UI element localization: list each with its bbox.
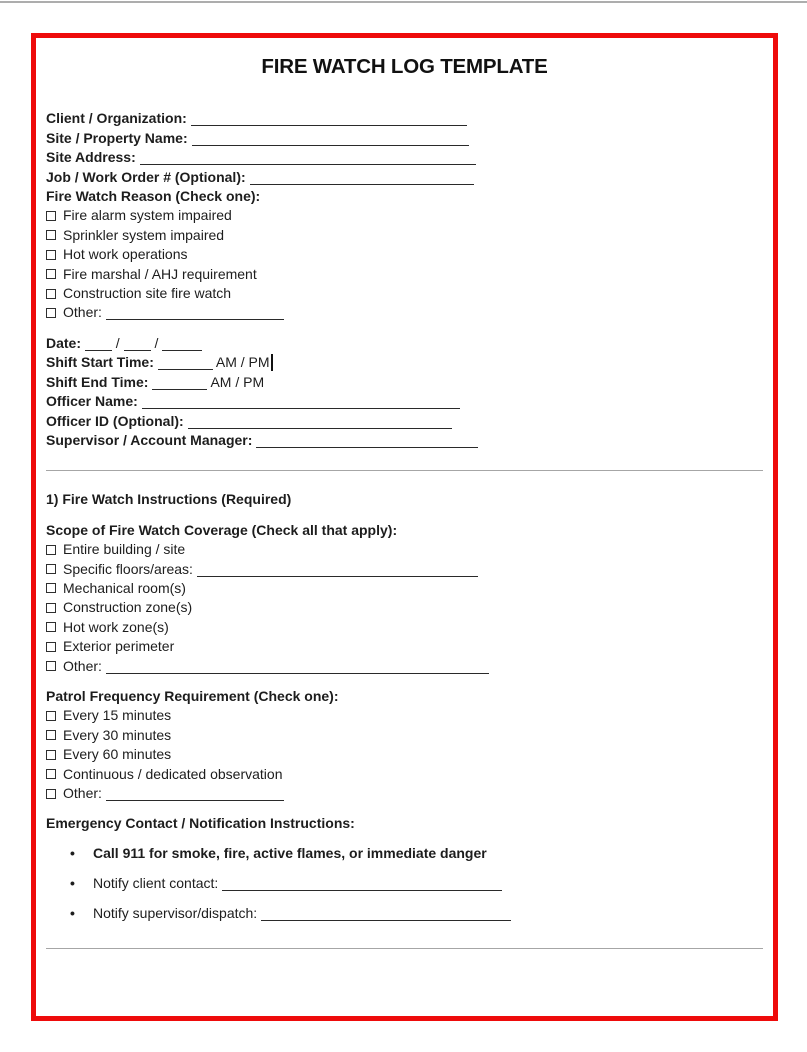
client-contact-blank[interactable]: [222, 879, 502, 891]
reason-option-label: Construction site fire watch: [63, 285, 232, 302]
officer-id-blank[interactable]: [188, 417, 452, 429]
viewer-page-edge: [0, 1, 807, 3]
officer-id-label: Officer ID (Optional):: [46, 412, 184, 429]
checkbox-mechanical-rooms[interactable]: [46, 583, 56, 593]
shift-end-ampm: AM / PM: [210, 373, 265, 390]
patrol-heading: Patrol Frequency Requirement (Check one):: [46, 687, 339, 704]
patrol-option-row: [46, 706, 763, 725]
text-cursor: [271, 354, 273, 371]
patrol-option-row: [46, 765, 763, 784]
reason-option-row: [46, 245, 763, 264]
fire-watch-log-page: [31, 33, 778, 1021]
reason-option-row: [46, 226, 763, 245]
date-day-blank[interactable]: [124, 339, 151, 351]
date-label: Date:: [46, 334, 82, 351]
reason-option-label: Fire alarm system impaired: [63, 207, 232, 224]
patrol-option-label: Every 30 minutes: [63, 726, 172, 743]
scope-option-label: Other:: [63, 657, 102, 674]
checkbox-entire-building[interactable]: [46, 545, 56, 555]
reason-option-row: [46, 303, 763, 322]
date-separator: /: [115, 334, 120, 351]
field-row-site-name: [46, 129, 763, 148]
reason-option-row: [46, 265, 763, 284]
bullet-icon: •: [70, 905, 75, 922]
job-label: Job / Work Order # (Optional):: [46, 168, 246, 185]
officer-name-blank[interactable]: [142, 397, 460, 409]
patrol-option-row: [46, 784, 763, 803]
bullet-text: Notify client contact:: [93, 875, 219, 892]
reason-option-label: Other:: [63, 304, 102, 321]
checkbox-hot-work-operations[interactable]: [46, 250, 56, 260]
bullet-text: Notify supervisor/dispatch:: [93, 905, 258, 922]
page-content: [36, 38, 773, 949]
field-row-client: [46, 109, 763, 128]
scope-heading: Scope of Fire Watch Coverage (Check all that apply):: [46, 521, 398, 538]
section1-heading: 1) Fire Watch Instructions (Required): [46, 491, 292, 508]
checkbox-construction-zones[interactable]: [46, 603, 56, 613]
scope-option-row: [46, 540, 763, 559]
section-divider: [46, 948, 763, 949]
reason-heading: Fire Watch Reason (Check one):: [46, 188, 261, 205]
reason-other-blank[interactable]: [106, 308, 284, 320]
checkbox-sprinkler-impaired[interactable]: [46, 230, 56, 240]
reason-option-label: Hot work operations: [63, 246, 188, 263]
patrol-other-blank[interactable]: [106, 789, 284, 801]
reason-option-row: [46, 284, 763, 303]
supervisor-label: Supervisor / Account Manager:: [46, 431, 253, 448]
scope-option-label: Construction zone(s): [63, 599, 193, 616]
reason-option-row: [46, 206, 763, 225]
shift-end-label: Shift End Time:: [46, 373, 149, 390]
checkbox-specific-floors[interactable]: [46, 564, 56, 574]
date-row: [46, 334, 763, 353]
section-divider: [46, 470, 763, 471]
scope-option-label: Exterior perimeter: [63, 638, 175, 655]
checkbox-every-30[interactable]: [46, 730, 56, 740]
patrol-option-row: [46, 726, 763, 745]
shift-start-blank[interactable]: [158, 358, 213, 370]
supervisor-dispatch-blank[interactable]: [261, 909, 511, 921]
checkbox-every-60[interactable]: [46, 750, 56, 760]
field-row-job: [46, 168, 763, 187]
scope-option-row: [46, 598, 763, 617]
scope-option-row: [46, 637, 763, 656]
checkbox-fire-marshal-ahj[interactable]: [46, 269, 56, 279]
client-label: Client / Organization:: [46, 110, 187, 127]
scope-option-label: Specific floors/areas:: [63, 560, 193, 577]
scope-option-row: [46, 560, 763, 579]
checkbox-reason-other[interactable]: [46, 308, 56, 318]
shift-end-blank[interactable]: [152, 378, 207, 390]
patrol-option-label: Every 60 minutes: [63, 746, 172, 763]
shift-start-label: Shift Start Time:: [46, 354, 154, 371]
specific-floors-blank[interactable]: [197, 565, 478, 577]
checkbox-scope-other[interactable]: [46, 661, 56, 671]
checkbox-fire-alarm-impaired[interactable]: [46, 211, 56, 221]
reason-option-label: Sprinkler system impaired: [63, 226, 225, 243]
officer-name-row: [46, 392, 763, 411]
checkbox-every-15[interactable]: [46, 711, 56, 721]
reason-option-label: Fire marshal / AHJ requirement: [63, 265, 257, 282]
site-name-label: Site / Property Name:: [46, 129, 188, 146]
scope-option-row: [46, 579, 763, 598]
emergency-bullet-supervisor-dispatch: [46, 904, 763, 923]
scope-option-row: [46, 657, 763, 676]
shift-start-ampm: AM / PM: [215, 354, 270, 371]
emergency-heading: Emergency Contact / Notification Instructions:: [46, 815, 355, 832]
job-blank[interactable]: [250, 173, 474, 185]
scope-option-label: Hot work zone(s): [63, 618, 169, 635]
bullet-text: Call 911 for smoke, fire, active flames, or immediate danger: [93, 845, 487, 862]
checkbox-construction-site[interactable]: [46, 289, 56, 299]
supervisor-blank[interactable]: [256, 436, 478, 448]
scope-option-label: Mechanical room(s): [63, 579, 186, 596]
officer-id-row: [46, 412, 763, 431]
date-month-blank[interactable]: [85, 339, 112, 351]
site-name-blank[interactable]: [192, 134, 469, 146]
shift-end-row: [46, 373, 763, 392]
patrol-option-row: [46, 745, 763, 764]
supervisor-row: [46, 431, 763, 450]
site-address-blank[interactable]: [140, 153, 476, 165]
checkbox-patrol-other[interactable]: [46, 789, 56, 799]
patrol-option-label: Continuous / dedicated observation: [63, 765, 283, 782]
emergency-bullet-call-911: [46, 844, 763, 863]
shift-start-row: [46, 353, 763, 372]
date-separator: /: [154, 334, 159, 351]
checkbox-hot-work-zones[interactable]: [46, 622, 56, 632]
client-blank[interactable]: [191, 114, 467, 126]
field-row-site-address: [46, 148, 763, 167]
checkbox-continuous[interactable]: [46, 769, 56, 779]
patrol-option-label: Other:: [63, 785, 102, 801]
scope-option-label: Entire building / site: [63, 541, 186, 558]
scope-other-blank[interactable]: [106, 662, 489, 674]
scope-option-row: [46, 618, 763, 637]
site-address-label: Site Address:: [46, 149, 136, 166]
bullet-icon: •: [70, 845, 75, 862]
officer-name-label: Officer Name:: [46, 393, 138, 410]
page-title: FIRE WATCH LOG TEMPLATE: [261, 55, 548, 78]
emergency-bullet-client-contact: [46, 874, 763, 893]
checkbox-exterior-perimeter[interactable]: [46, 642, 56, 652]
patrol-option-label: Every 15 minutes: [63, 707, 172, 724]
bullet-icon: •: [70, 875, 75, 892]
date-year-blank[interactable]: [162, 339, 202, 351]
